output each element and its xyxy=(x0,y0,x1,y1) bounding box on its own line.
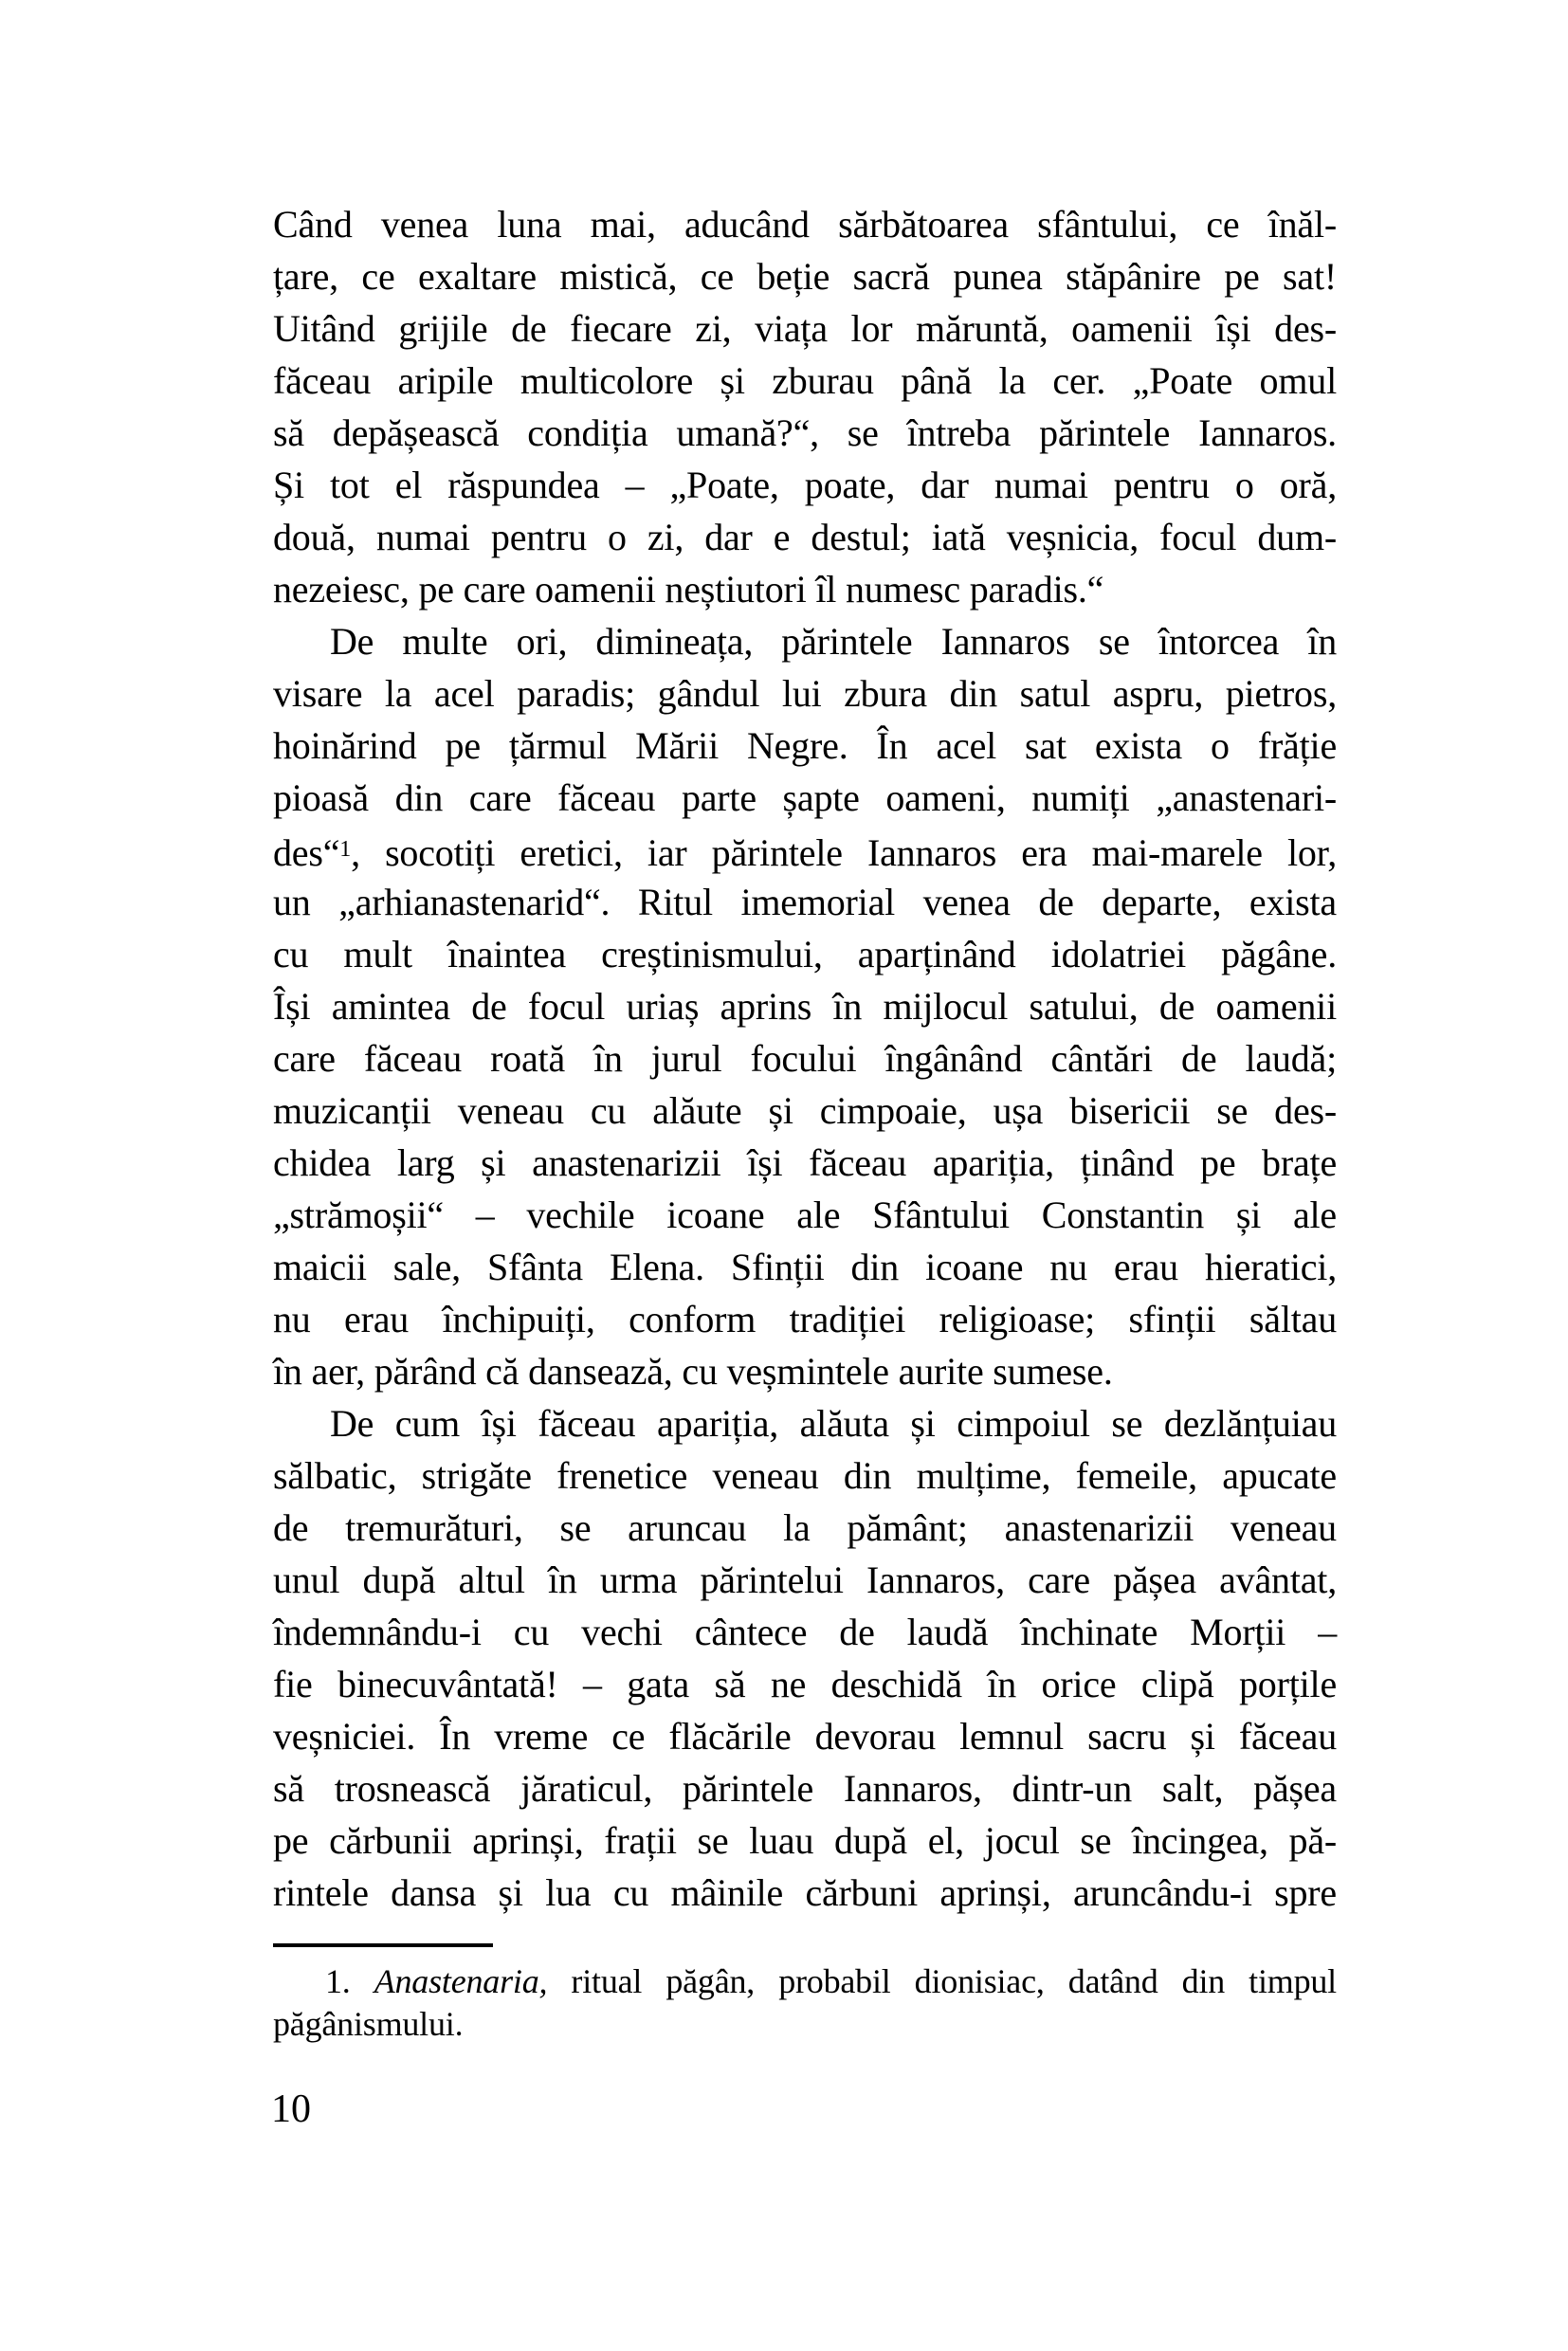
text-line xyxy=(273,1762,1337,1814)
text-segment: nu erau închipuiți, conform tradiției religioase; sfinții săltau xyxy=(273,1298,1337,1340)
text-segment: Și tot el răspundea – „Poate, poate, dar numai pentru o oră, xyxy=(273,464,1337,506)
text-segment: în aer, părând că dansează, cu veșmintele aurite sumese. xyxy=(273,1350,1113,1393)
text-line xyxy=(273,1345,1337,1397)
page-number: 10 xyxy=(271,2087,311,2131)
text-segment: îndemnându-i cu vechi cântece de laudă închinate Morții – xyxy=(273,1611,1337,1653)
text-segment: pe cărbunii aprinși, frații se luau după el, jocul se încingea, pă- xyxy=(273,1819,1337,1862)
text-line xyxy=(273,667,1337,720)
text-segment: făceau aripile multicolore și zburau până la cer. „Poate omul xyxy=(273,359,1337,402)
text-line xyxy=(273,1137,1337,1189)
text-line xyxy=(273,302,1337,355)
text-line xyxy=(273,1814,1337,1867)
text-line xyxy=(273,772,1337,824)
text-line xyxy=(273,928,1337,980)
text-segment: hoinărind pe țărmul Mării Negre. În acel sat exista o frăție xyxy=(273,724,1337,767)
text-segment: care făceau roată în jurul focului îngânând cântări de laudă; xyxy=(273,1037,1337,1080)
footnote-divider xyxy=(273,1943,493,1947)
text-segment: să trosnească jăraticul, părintele Iannaros, dintr-un salt, pășea xyxy=(273,1767,1337,1810)
text-line xyxy=(273,1449,1337,1502)
text-segment: cu mult înaintea creștinismului, aparținând idolatriei păgâne. xyxy=(273,933,1337,975)
text-line xyxy=(273,1032,1337,1084)
text-line xyxy=(273,1960,1337,2003)
text-segment: nezeiesc, pe care oamenii neștiutori îl numesc paradis.“ xyxy=(273,568,1104,611)
text-segment: 1. xyxy=(325,1962,374,2000)
text-line xyxy=(273,511,1337,563)
text-line xyxy=(273,1867,1337,1919)
text-segment: țare, ce exaltare mistică, ce beție sacră punea stăpânire pe sat! xyxy=(273,255,1337,298)
text-line xyxy=(273,198,1337,250)
text-segment: muzicanții veneau cu alăute și cimpoaie, ușa bisericii se des- xyxy=(273,1089,1337,1132)
text-segment: ritual păgân, probabil dionisiac, datând din timpul xyxy=(547,1962,1337,2000)
text-line xyxy=(273,1502,1337,1554)
text-line xyxy=(273,824,1337,876)
text-line xyxy=(273,250,1337,302)
text-segment: , socotiți eretici, iar părintele Iannaros era mai-marele lor, xyxy=(351,831,1337,875)
text-line xyxy=(273,1293,1337,1345)
text-segment: sălbatic, strigăte frenetice veneau din mulțime, femeile, apucate xyxy=(273,1454,1337,1497)
text-segment: pioasă din care făceau parte șapte oameni, numiți „anastenari- xyxy=(273,776,1337,819)
text-segment: unul după altul în urma părintelui Iannaros, care pășea avântat, xyxy=(273,1558,1337,1601)
text-line xyxy=(273,615,1337,667)
text-line xyxy=(273,876,1337,928)
text-line xyxy=(273,1084,1337,1137)
text-segment: un „arhianastenarid“. Ritul imemorial venea de departe, exista xyxy=(273,881,1337,923)
text-segment: chidea larg și anastenarizii își făceau apariția, ținând pe brațe xyxy=(273,1141,1337,1184)
text-segment: De cum își făceau apariția, alăuta și cimpoiul se dezlănțuiau xyxy=(330,1402,1337,1445)
text-line xyxy=(273,1189,1337,1241)
text-segment: maicii sale, Sfânta Elena. Sfinții din icoane nu erau hieratici, xyxy=(273,1246,1337,1288)
text-segment: De multe ori, dimineața, părintele Iannaros se întorcea în xyxy=(330,620,1337,663)
text-segment: visare la acel paradis; gândul lui zbura din satul aspru, pietros, xyxy=(273,672,1337,715)
text-line xyxy=(273,355,1337,407)
text-segment: să depășească condiția umană?“, se întreba părintele Iannaros. xyxy=(273,411,1337,454)
text-segment: de tremurături, se aruncau la pământ; anastenarizii veneau xyxy=(273,1506,1337,1549)
footnote-reference: 1 xyxy=(339,837,352,862)
text-line xyxy=(273,407,1337,459)
text-line xyxy=(273,2003,1337,2046)
text-segment: rintele dansa și lua cu mâinile cărbuni aprinși, aruncându-i spre xyxy=(273,1871,1337,1914)
text-segment: Anastenaria, xyxy=(374,1962,548,2000)
text-segment: Când venea luna mai, aducând sărbătoarea sfântului, ce înăl- xyxy=(273,203,1337,246)
text-line xyxy=(273,1658,1337,1710)
text-segment: Uitând grijile de fiecare zi, viața lor măruntă, oamenii își des- xyxy=(273,307,1337,350)
text-segment: Își amintea de focul uriaș aprins în mijlocul satului, de oamenii xyxy=(273,985,1337,1028)
text-segment: două, numai pentru o zi, dar e destul; iată veșnicia, focul dum- xyxy=(273,516,1337,558)
footnote xyxy=(273,1960,1337,2046)
text-line xyxy=(273,1397,1337,1449)
text-line xyxy=(273,1241,1337,1293)
text-line xyxy=(273,459,1337,511)
text-line xyxy=(273,1554,1337,1606)
body-text xyxy=(273,198,1337,1919)
text-segment: des“ xyxy=(273,831,340,875)
text-segment: „strămoșii“ – vechile icoane ale Sfântului Constantin și ale xyxy=(273,1194,1337,1236)
text-segment: fie binecuvântată! – gata să ne deschidă în orice clipă porțile xyxy=(273,1663,1337,1705)
text-line xyxy=(273,1606,1337,1658)
text-line xyxy=(273,980,1337,1032)
text-line xyxy=(273,720,1337,772)
text-segment: veșniciei. În vreme ce flăcările devorau lemnul sacru și făceau xyxy=(273,1715,1337,1758)
text-line xyxy=(273,1710,1337,1762)
text-line xyxy=(273,563,1337,615)
text-segment: păgânismului. xyxy=(273,2005,464,2043)
